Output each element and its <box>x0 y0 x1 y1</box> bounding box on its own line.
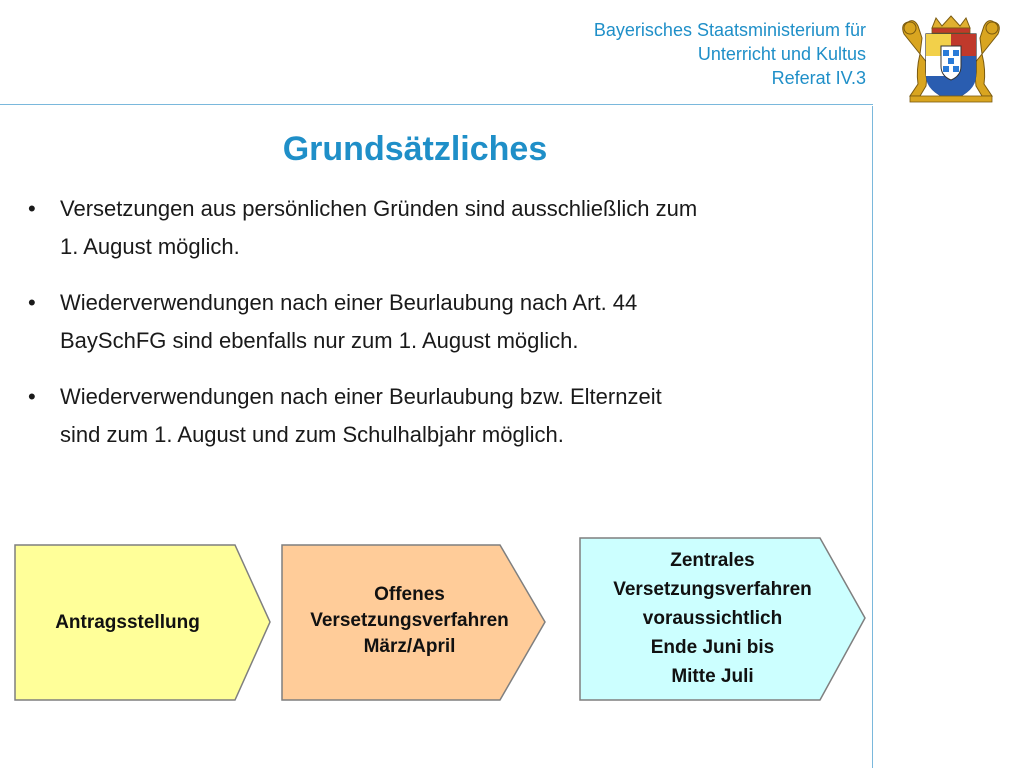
process-flow <box>0 530 872 710</box>
ministry-header <box>594 18 866 90</box>
bullet-dot: • <box>28 384 36 409</box>
bullet-text-line: Wiederverwendungen nach einer Beurlaubung bzw. Elternzeit <box>60 384 662 409</box>
step-label-line: voraussichtlich <box>642 608 783 629</box>
bullet-text-line: Wiederverwendungen nach einer Beurlaubung nach Art. 44 <box>60 290 638 315</box>
step-offenes-verfahren-label <box>282 582 537 660</box>
bavarian-coat-of-arms-icon <box>896 14 1006 106</box>
ministry-name-line1: Bayerisches Staatsministerium für <box>593 20 866 40</box>
bullet-text-line: Versetzungen aus persönlichen Gründen sind ausschließlich zum <box>60 196 698 221</box>
step-zentrales-verfahren-label <box>580 546 845 691</box>
header-divider <box>0 104 873 105</box>
bullet-list <box>28 190 858 472</box>
page-title: Grundsätzliches <box>282 130 548 168</box>
bullet-text-line: sind zum 1. August und zum Schulhalbjahr möglich. <box>60 422 564 447</box>
step-label-line: Ende Juni bis <box>650 637 775 658</box>
step-label-line: Versetzungsverfahren <box>310 610 509 631</box>
bullet-dot: • <box>28 290 36 315</box>
bullet-item <box>28 378 858 454</box>
step-label-line: Versetzungsverfahren <box>613 579 812 600</box>
right-margin-line <box>872 106 873 768</box>
bullet-item <box>28 190 858 266</box>
bullet-item <box>28 284 858 360</box>
bullet-dot: • <box>28 196 36 221</box>
step-label-line: Antragsstellung <box>55 612 200 633</box>
step-label-line: Zentrales <box>670 550 755 571</box>
bullet-text-line: BaySchFG sind ebenfalls nur zum 1. August möglich. <box>60 328 579 353</box>
step-label-line: Offenes <box>374 584 445 605</box>
bullet-text-line: 1. August möglich. <box>60 234 240 259</box>
step-label-line: Mitte Juli <box>671 666 754 687</box>
ministry-name-line2: Unterricht und Kultus <box>697 44 866 64</box>
step-label-line: März/April <box>363 636 456 657</box>
step-antragsstellung-label <box>20 610 235 636</box>
department-label: Referat IV.3 <box>771 68 866 88</box>
